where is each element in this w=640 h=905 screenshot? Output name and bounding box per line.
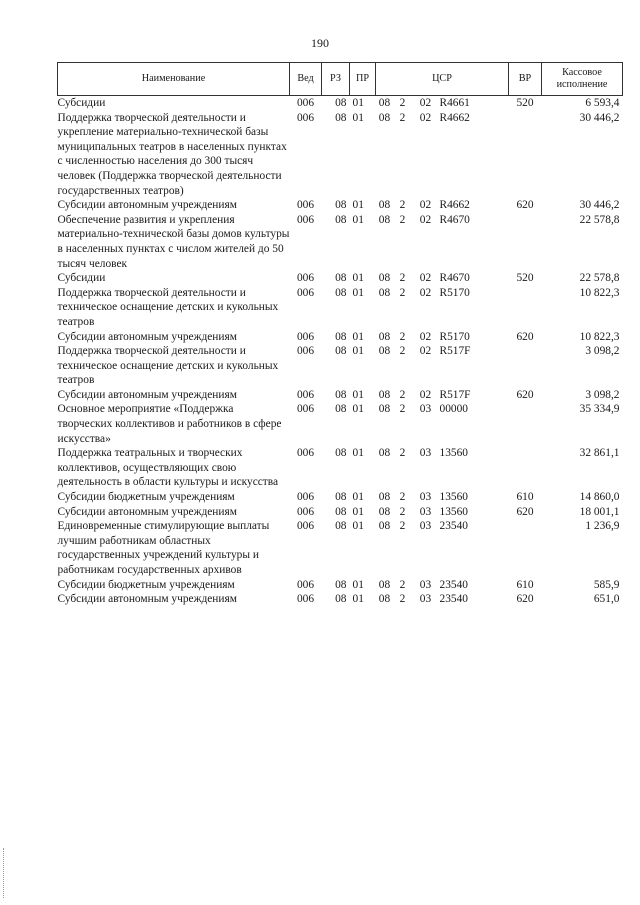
row-vr <box>509 344 542 388</box>
row-pr: 01 <box>352 388 364 401</box>
row-csr-a: 08 <box>378 491 391 504</box>
row-ved: 006 <box>296 97 315 109</box>
row-rz: 08 <box>335 199 347 212</box>
budget-table <box>57 62 623 607</box>
row-ved: 006 <box>296 520 315 533</box>
row-csr-d: R4661 <box>439 97 470 109</box>
row-csr-d: 13560 <box>439 491 468 504</box>
header-ved: Вед <box>290 63 322 96</box>
row-csr <box>376 490 509 505</box>
row-csr-a: 08 <box>378 345 391 358</box>
row-csr <box>376 578 509 593</box>
row-vr <box>509 519 542 577</box>
table-row <box>58 592 623 607</box>
row-pr: 01 <box>352 345 364 358</box>
row-rz: 08 <box>335 286 347 299</box>
row-pr: 01 <box>352 199 364 212</box>
row-csr-b: 2 <box>399 345 406 358</box>
row-csr-a: 08 <box>378 330 391 343</box>
row-csr-c: 02 <box>419 272 432 285</box>
row-amount: 35 334,9 <box>579 403 620 416</box>
table-body <box>58 96 623 607</box>
row-csr-b: 2 <box>399 505 406 518</box>
table-row <box>58 213 623 271</box>
row-amount: 3 098,2 <box>585 388 620 401</box>
row-name: Субсидии <box>57 97 106 109</box>
table-header-row <box>58 63 623 96</box>
row-csr-d: R4662 <box>439 111 470 124</box>
row-ved: 006 <box>296 286 315 299</box>
row-csr-b: 2 <box>399 520 406 533</box>
row-amount: 585,9 <box>593 578 620 591</box>
row-ved: 006 <box>296 345 315 358</box>
row-csr-b: 2 <box>399 491 406 504</box>
row-csr-d: 23540 <box>439 593 468 606</box>
row-pr: 01 <box>352 520 364 533</box>
row-amount: 18 001,1 <box>579 505 620 518</box>
row-csr-c: 02 <box>419 111 432 124</box>
row-ved: 006 <box>296 111 315 124</box>
row-pr: 01 <box>352 593 364 606</box>
row-csr <box>376 271 509 286</box>
table-row <box>58 271 623 286</box>
row-pr: 01 <box>352 97 364 109</box>
row-pr: 01 <box>352 578 364 591</box>
row-name: Субсидии <box>57 272 106 285</box>
row-csr-a: 08 <box>378 111 391 124</box>
row-rz: 08 <box>335 213 347 226</box>
row-name: Субсидии автономным учреждениям <box>57 388 237 401</box>
row-rz: 08 <box>335 272 347 285</box>
row-rz: 08 <box>335 491 347 504</box>
table-row <box>58 519 623 577</box>
row-vr: 610 <box>516 578 534 591</box>
row-csr-c: 02 <box>419 286 432 299</box>
row-vr <box>509 111 542 199</box>
row-csr <box>376 213 509 271</box>
row-name: Субсидии бюджетным учреждениям <box>57 491 235 504</box>
row-csr-d: R5170 <box>439 286 470 299</box>
row-pr: 01 <box>352 330 364 343</box>
row-csr-a: 08 <box>378 213 391 226</box>
row-ved: 006 <box>296 593 315 606</box>
row-ved: 006 <box>296 447 315 460</box>
row-pr: 01 <box>352 213 364 226</box>
row-rz: 08 <box>335 447 347 460</box>
table-row <box>58 505 623 520</box>
row-csr <box>376 592 509 607</box>
row-amount: 10 822,3 <box>579 286 620 299</box>
row-csr <box>376 330 509 345</box>
row-ved: 006 <box>296 330 315 343</box>
header-amount: Кассовое исполнение <box>542 63 623 96</box>
table-row <box>58 198 623 213</box>
row-vr: 620 <box>516 388 534 401</box>
row-pr: 01 <box>352 403 364 416</box>
row-csr-d: 13560 <box>439 505 468 518</box>
row-csr-c: 03 <box>419 505 432 518</box>
row-pr: 01 <box>352 111 364 124</box>
row-csr <box>376 111 509 199</box>
table-row <box>58 578 623 593</box>
row-csr <box>376 198 509 213</box>
row-vr: 620 <box>516 593 534 606</box>
row-csr-c: 03 <box>419 491 432 504</box>
table-row <box>58 111 623 199</box>
row-csr <box>376 402 509 446</box>
row-csr-b: 2 <box>399 578 406 591</box>
row-pr: 01 <box>352 286 364 299</box>
row-csr-d: 23540 <box>439 520 468 533</box>
row-name: Поддержка творческой деятельности и укрепление материально-технической базы муниципальных театров в населенных пунктах с численностью населения до 300 тысяч человек (Поддержка творческой деятельности государственных театров) <box>57 111 287 197</box>
row-vr <box>509 286 542 330</box>
row-rz: 08 <box>335 593 347 606</box>
row-amount: 1 236,9 <box>585 520 620 533</box>
row-csr-c: 02 <box>419 97 432 109</box>
row-csr <box>376 344 509 388</box>
row-rz: 08 <box>335 505 347 518</box>
row-amount: 30 446,2 <box>579 199 620 212</box>
row-csr-b: 2 <box>399 403 406 416</box>
page-number: 190 <box>311 36 329 50</box>
row-name: Поддержка театральных и творческих коллективов, осуществляющих свою деятельность в области культуры и искусства <box>57 447 279 489</box>
row-csr-b: 2 <box>399 286 406 299</box>
row-rz: 08 <box>335 578 347 591</box>
row-csr-b: 2 <box>399 97 406 109</box>
row-csr <box>376 446 509 490</box>
row-amount: 30 446,2 <box>579 111 620 124</box>
row-name: Субсидии автономным учреждениям <box>57 593 237 606</box>
row-ved: 006 <box>296 578 315 591</box>
row-csr-c: 03 <box>419 403 432 416</box>
header-pr: ПР <box>350 63 376 96</box>
row-rz: 08 <box>335 345 347 358</box>
row-rz: 08 <box>335 520 347 533</box>
row-vr: 610 <box>516 491 534 504</box>
row-csr-c: 02 <box>419 199 432 212</box>
scan-margin-mark <box>3 848 6 898</box>
row-csr-a: 08 <box>378 97 391 109</box>
row-ved: 006 <box>296 491 315 504</box>
row-name: Субсидии автономным учреждениям <box>57 505 237 518</box>
row-vr <box>509 402 542 446</box>
row-name: Обеспечение развития и укрепления материально-технической базы домов культуры в населенных пунктах с числом жителей до 50 тысяч человек <box>57 213 290 270</box>
row-csr-d: 13560 <box>439 447 468 460</box>
table-row <box>58 446 623 490</box>
row-vr: 620 <box>516 199 534 212</box>
row-csr-b: 2 <box>399 330 406 343</box>
row-rz: 08 <box>335 111 347 124</box>
row-csr-d: R4670 <box>439 272 470 285</box>
row-rz: 08 <box>335 388 347 401</box>
row-csr-a: 08 <box>378 199 391 212</box>
row-vr <box>509 446 542 490</box>
row-csr-a: 08 <box>378 578 391 591</box>
row-name: Субсидии автономным учреждениям <box>57 330 237 343</box>
row-rz: 08 <box>335 97 347 109</box>
row-name: Поддержка творческой деятельности и техническое оснащение детских и кукольных театров <box>57 286 279 328</box>
row-vr: 520 <box>516 272 534 285</box>
header-vr: ВР <box>509 63 542 96</box>
row-vr: 620 <box>516 505 534 518</box>
row-csr-c: 03 <box>419 593 432 606</box>
row-csr-b: 2 <box>399 388 406 401</box>
row-csr-b: 2 <box>399 111 406 124</box>
row-csr-c: 03 <box>419 447 432 460</box>
row-ved: 006 <box>296 388 315 401</box>
row-pr: 01 <box>352 447 364 460</box>
row-vr: 620 <box>516 330 534 343</box>
row-rz: 08 <box>335 403 347 416</box>
table-row <box>58 490 623 505</box>
row-csr-b: 2 <box>399 593 406 606</box>
row-csr-a: 08 <box>378 505 391 518</box>
table-row <box>58 286 623 330</box>
row-csr-d: R517F <box>439 345 471 358</box>
row-csr <box>376 505 509 520</box>
row-csr-d: R5170 <box>439 330 470 343</box>
row-rz: 08 <box>335 330 347 343</box>
row-ved: 006 <box>296 505 315 518</box>
row-csr-b: 2 <box>399 447 406 460</box>
row-csr-d: 00000 <box>439 403 468 416</box>
row-csr-d: R517F <box>439 388 471 401</box>
row-csr-c: 03 <box>419 578 432 591</box>
row-pr: 01 <box>352 505 364 518</box>
row-name: Основное мероприятие «Поддержка творческих коллективов и работников в сфере искусства» <box>57 403 282 445</box>
row-csr-a: 08 <box>378 403 391 416</box>
row-csr-a: 08 <box>378 593 391 606</box>
table-row <box>58 402 623 446</box>
row-csr-a: 08 <box>378 520 391 533</box>
row-amount: 14 860,0 <box>579 491 620 504</box>
row-amount: 32 861,1 <box>579 447 620 460</box>
row-amount: 6 593,4 <box>585 97 620 109</box>
row-ved: 006 <box>296 403 315 416</box>
row-csr-c: 02 <box>419 213 432 226</box>
row-csr-b: 2 <box>399 272 406 285</box>
row-csr-a: 08 <box>378 286 391 299</box>
row-amount: 22 578,8 <box>579 272 620 285</box>
header-name: Наименование <box>58 63 290 96</box>
row-amount: 10 822,3 <box>579 330 620 343</box>
row-csr <box>376 286 509 330</box>
row-name: Поддержка творческой деятельности и техническое оснащение детских и кукольных театров <box>57 345 279 387</box>
row-amount: 651,0 <box>593 593 620 606</box>
row-name: Субсидии автономным учреждениям <box>57 199 237 212</box>
row-csr-c: 02 <box>419 388 432 401</box>
row-csr <box>376 388 509 403</box>
row-csr-a: 08 <box>378 272 391 285</box>
header-rz: РЗ <box>322 63 350 96</box>
row-vr: 520 <box>516 97 534 109</box>
row-ved: 006 <box>296 213 315 226</box>
row-csr-c: 02 <box>419 330 432 343</box>
row-csr <box>376 96 509 111</box>
header-csr: ЦСР <box>376 63 509 96</box>
row-csr-a: 08 <box>378 447 391 460</box>
row-amount: 22 578,8 <box>579 213 620 226</box>
row-pr: 01 <box>352 272 364 285</box>
row-ved: 006 <box>296 272 315 285</box>
row-csr-b: 2 <box>399 213 406 226</box>
row-csr-d: 23540 <box>439 578 468 591</box>
row-csr-a: 08 <box>378 388 391 401</box>
row-name: Субсидии бюджетным учреждениям <box>57 578 235 591</box>
row-csr-d: R4670 <box>439 213 470 226</box>
row-csr-c: 02 <box>419 345 432 358</box>
table-row <box>58 388 623 403</box>
row-amount: 3 098,2 <box>585 345 620 358</box>
row-csr-c: 03 <box>419 520 432 533</box>
row-csr-b: 2 <box>399 199 406 212</box>
table-row <box>58 96 623 111</box>
table-row <box>58 344 623 388</box>
row-pr: 01 <box>352 491 364 504</box>
row-csr <box>376 519 509 577</box>
table-row <box>58 330 623 345</box>
row-csr-d: R4662 <box>439 199 470 212</box>
row-name: Единовременные стимулирующие выплаты лучшим работникам областных государственных учреждений культуры и работникам государственных архивов <box>57 520 270 576</box>
row-ved: 006 <box>296 199 315 212</box>
row-vr <box>509 213 542 271</box>
